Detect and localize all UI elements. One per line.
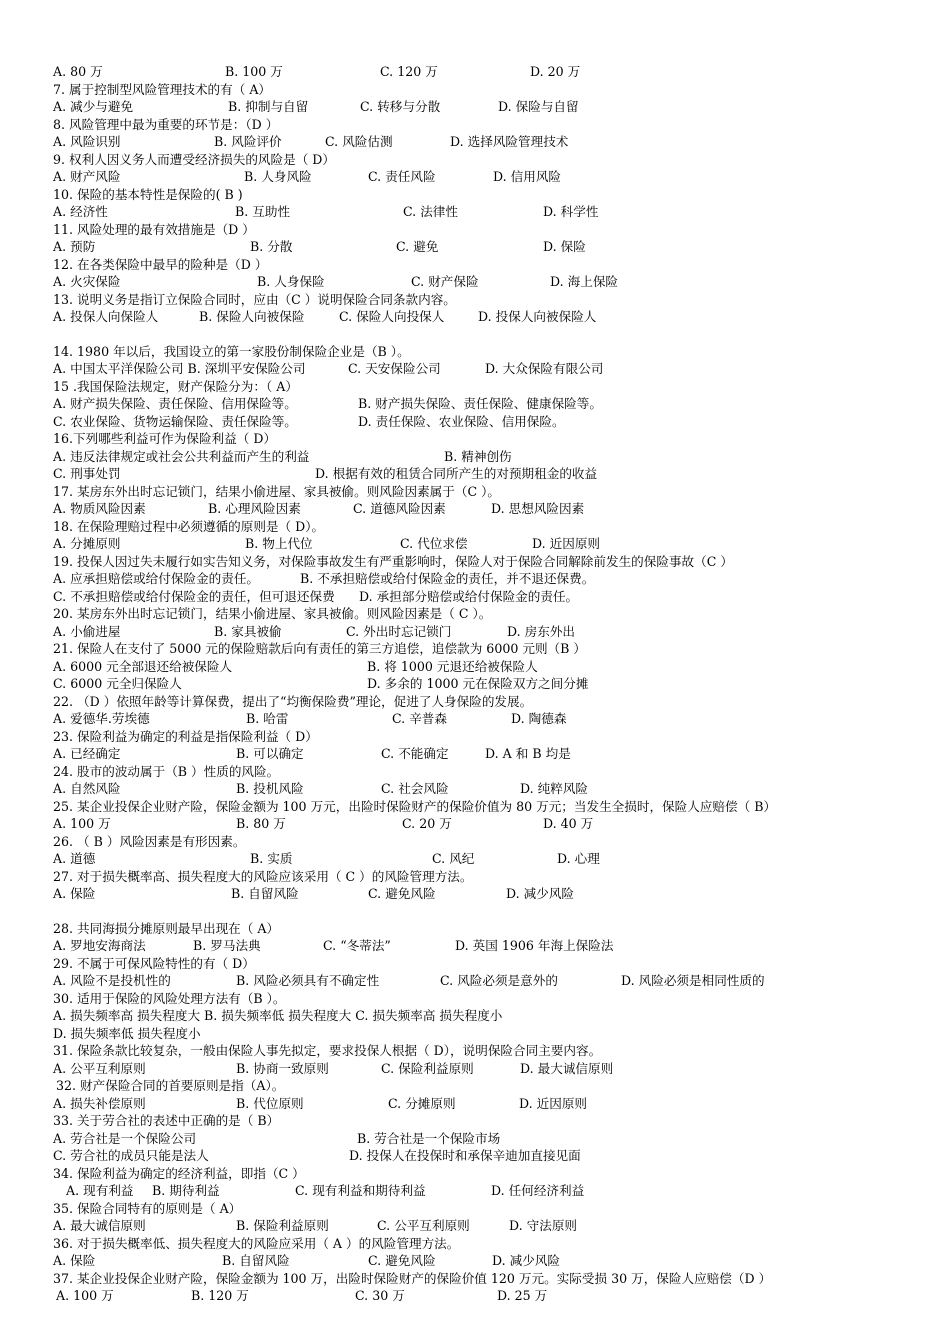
option-text: D. 最大诚信原则 [520, 1060, 614, 1076]
option-text: D. 减少风险 [506, 886, 575, 901]
text-line [0, 413, 950, 431]
line-text: A. 现有利益 [66, 1183, 134, 1198]
option-text: C. 保险人向投保人 [339, 309, 445, 324]
option-text: B. 风险必须具有不确定性 [236, 973, 380, 988]
option-text: B. 实质 [250, 851, 293, 866]
option-text: D. 投保人在投保时和承保辛迪加直接见面 [349, 1148, 581, 1163]
blank-line [0, 903, 950, 920]
option-text: C. 转移与分散 [360, 99, 441, 114]
line-text: A. 100 万 [56, 1288, 114, 1303]
text-line [0, 1147, 950, 1165]
option-text: C. 法律性 [403, 204, 458, 219]
text-line [0, 675, 950, 693]
text-line [0, 1182, 950, 1200]
line-text: 36. 对于损失概率低、损失程度大的风险应采用（ A ）的风险管理方法。 [53, 1235, 460, 1251]
text-line [0, 745, 950, 763]
option-text: D. 保险 [543, 239, 586, 254]
text-line [0, 623, 950, 641]
line-text: C. 劳合社的成员只能是法人 [53, 1148, 209, 1163]
line-text: C. 不承担赔偿或给付保险金的责任，但可退还保费 [53, 588, 335, 604]
option-text: B. 期待利益 [152, 1183, 220, 1198]
option-text: C. 代位求偿 [400, 536, 468, 551]
text-line [0, 535, 950, 553]
option-text: B. 100 万 [225, 64, 283, 79]
text-line [0, 1095, 950, 1113]
line-text: 33. 关于劳合社的表述中正确的是（ B） [53, 1113, 280, 1128]
text-line [0, 1165, 950, 1183]
line-text: 14. 1980 年以后，我国设立的第一家股份制保险企业是（B ）。 [53, 343, 410, 359]
line-text: C. 刑事处罚 [53, 466, 121, 481]
option-text: D. 海上保险 [550, 274, 619, 289]
option-text: C. 避免风险 [368, 1253, 436, 1268]
text-line [0, 256, 950, 274]
option-text: B. 保险利益原则 [236, 1218, 329, 1233]
option-text: D. 选择风险管理技术 [450, 134, 569, 149]
option-text: B. 财产损失保险、责任保险、健康保险等。 [358, 396, 602, 411]
line-text: A. 风险识别 [53, 134, 121, 149]
option-text: C. 120 万 [380, 64, 438, 79]
option-text: D. 陶德森 [511, 711, 567, 726]
line-text: A. 保险 [53, 886, 96, 901]
line-text: A. 劳合社是一个保险公司 [53, 1130, 197, 1146]
text-line [0, 1042, 950, 1060]
text-line [0, 710, 950, 728]
text-line [0, 273, 950, 291]
option-text: C. 财产保险 [411, 274, 479, 289]
line-text: 23. 保险利益为确定的利益是指保险利益（ D） [53, 728, 318, 744]
option-text: B. 罗马法典 [193, 938, 261, 953]
text-line [0, 850, 950, 868]
option-text: C. 20 万 [402, 816, 452, 831]
option-text: D. 近因原则 [532, 536, 601, 551]
line-text: 28. 共同海损分摊原则最早出现在（ A） [53, 920, 280, 936]
text-line [0, 186, 950, 204]
line-text: 18. 在保险理赔过程中必须遵循的原则是（ D）。 [53, 518, 325, 534]
text-line [0, 360, 950, 378]
option-text: B. 协商一致原则 [236, 1060, 329, 1076]
text-line [0, 553, 950, 571]
option-text: C. 避免风险 [368, 886, 436, 901]
option-text: B. 投机风险 [236, 781, 304, 796]
line-text: 25. 某企业投保企业财产险，保险金额为 100 万元，出险时保险财产的保险价值为 80 万元；当发生全损时，保险人应赔偿（ B） [53, 798, 777, 814]
text-line [0, 1007, 950, 1025]
text-line [0, 588, 950, 606]
text-line [0, 518, 950, 536]
text-line [0, 430, 950, 448]
option-text: C. 道德风险因素 [353, 501, 446, 516]
option-text: C. 风险必须是意外的 [440, 973, 558, 988]
option-text: D. 减少风险 [492, 1253, 561, 1268]
option-text: B. 抑制与自留 [228, 99, 309, 114]
text-line [0, 483, 950, 501]
line-text: 11. 风险处理的最有效措施是（D ） [53, 221, 255, 237]
option-text: B. 保险人向被保险 [199, 309, 305, 324]
option-text: C. 不能确定 [381, 746, 449, 761]
option-text: B. 物上代位 [245, 536, 313, 551]
option-text: D. 信用风险 [493, 169, 562, 184]
text-line [0, 815, 950, 833]
option-text: B. 代位原则 [236, 1095, 304, 1111]
option-text: C. 风险估测 [325, 134, 393, 149]
option-text: D. 纯粹风险 [520, 781, 589, 796]
text-line [0, 63, 950, 81]
document-page [0, 63, 950, 1305]
text-line [0, 116, 950, 134]
line-text: 35. 保险合同特有的原则是（ A） [53, 1200, 242, 1216]
line-text: A. 风险不是投机性的 [53, 973, 171, 988]
text-line [0, 168, 950, 186]
option-text: B. 将 1000 元退还给被保险人 [367, 658, 538, 674]
line-text: A. 小偷进屋 [53, 623, 121, 639]
text-line [0, 972, 950, 990]
line-text: 8. 风险管理中最为重要的环节是：（D ） [53, 116, 279, 132]
line-text: 27. 对于损失概率高、损失程度大的风险应该采用（ C ）的风险管理方法。 [53, 868, 473, 884]
text-line [0, 868, 950, 886]
option-text: C. 现有利益和期待利益 [295, 1183, 426, 1198]
text-line [0, 1287, 950, 1305]
option-text: D. 承担部分赔偿或给付保险金的责任。 [359, 588, 579, 604]
text-line [0, 308, 950, 326]
line-text: 12. 在各类保险中最早的险种是（D ） [53, 256, 268, 272]
option-text: D. 40 万 [543, 816, 594, 831]
option-text: B. 可以确定 [236, 746, 304, 761]
line-text: 21. 保险人在支付了 5000 元的保险赔款后向有责任的第三方追偿，追偿款为 6000 元则（B ） [53, 641, 586, 656]
option-text: D. 20 万 [530, 64, 581, 79]
option-text: D. 25 万 [497, 1288, 548, 1303]
option-text: B. 自留风险 [222, 1253, 290, 1268]
line-text: D. 损失频率低 损失程度小 [53, 1025, 201, 1041]
option-text: C. “冬蒂法” [323, 938, 391, 953]
option-text: D. 思想风险因素 [491, 501, 585, 516]
text-line [0, 448, 950, 466]
text-line [0, 238, 950, 256]
line-text: A. 80 万 [53, 64, 103, 79]
line-text: 22. （D ）依照年龄等计算保费，提出了“均衡保险费”理论，促进了人身保险的发展。 [53, 693, 533, 709]
option-text: C. 保险利益原则 [381, 1060, 474, 1076]
line-text: A. 预防 [53, 239, 96, 254]
line-text: A. 财产损失保险、责任保险、信用保险等。 [53, 396, 297, 411]
line-text: A. 罗地安海商法 [53, 938, 146, 953]
line-text: 13. 说明义务是指订立保险合同时，应由（C ）说明保险合同条款内容。 [53, 291, 456, 307]
text-line [0, 395, 950, 413]
text-line [0, 1112, 950, 1130]
option-text: D. 保险与自留 [498, 99, 579, 114]
option-text: C. 风纪 [432, 851, 475, 866]
line-text: 16.下列哪些利益可作为保险利益（ D） [53, 431, 277, 446]
text-line [0, 1217, 950, 1235]
option-text: B. 分散 [250, 239, 293, 254]
line-text: A. 违反法律规定或社会公共利益而产生的利益 [53, 448, 310, 464]
text-line [0, 343, 950, 361]
text-line [0, 1200, 950, 1218]
option-text: B. 人身保险 [257, 274, 325, 289]
text-line [0, 990, 950, 1008]
option-text: C. 公平互利原则 [377, 1218, 470, 1233]
option-text: B. 自留风险 [231, 886, 299, 901]
option-text: B. 劳合社是一个保险市场 [357, 1130, 501, 1146]
text-line [0, 291, 950, 309]
line-text: 17. 某房东外出时忘记锁门，结果小偷进屋、家具被偷。则风险因素属于（C ）。 [53, 483, 500, 499]
line-text: A. 公平互利原则 [53, 1060, 146, 1076]
option-text: D. 心理 [557, 851, 600, 866]
text-line [0, 221, 950, 239]
text-line [0, 640, 950, 658]
text-line [0, 1077, 950, 1095]
option-text: C. 责任风险 [368, 169, 436, 184]
text-line [0, 798, 950, 816]
text-line [0, 693, 950, 711]
text-line [0, 885, 950, 903]
line-text: 34. 保险利益为确定的经济利益，即指（C ） [53, 1165, 305, 1181]
option-text: B. 不承担赔偿或给付保险金的责任，并不退还保费。 [300, 571, 595, 586]
option-text: D. 多余的 1000 元在保险双方之间分摊 [367, 676, 589, 691]
option-text: D. 大众保险有限公司 [485, 361, 604, 376]
option-text: B. 心理风险因素 [208, 501, 301, 516]
line-text: A. 应承担赔偿或给付保险金的责任。 [53, 571, 260, 586]
line-text: 9. 权利人因义务人而遭受经济损失的风险是（ D） [53, 151, 335, 167]
line-text: A. 损失补偿原则 [53, 1095, 146, 1111]
text-line [0, 570, 950, 588]
line-text: A. 财产风险 [53, 169, 121, 184]
line-text: A. 6000 元全部退还给被保险人 [53, 658, 233, 674]
option-text: D. 英国 1906 年海上保险法 [455, 938, 614, 953]
line-text: A. 分摊原则 [53, 536, 121, 551]
option-text: D. A 和 B 均是 [485, 746, 571, 761]
text-line [0, 81, 950, 99]
option-text: D. 科学性 [543, 204, 599, 219]
text-line [0, 920, 950, 938]
text-line [0, 1235, 950, 1253]
text-line [0, 133, 950, 151]
text-line [0, 763, 950, 781]
line-text: A. 道德 [53, 851, 96, 866]
option-text: D. 近因原则 [519, 1095, 588, 1111]
line-text: A. 已经确定 [53, 746, 121, 761]
line-text: 24. 股市的波动属于（B ）性质的风险。 [53, 763, 280, 779]
line-text: 19. 投保人因过失未履行如实告知义务，对保险事故发生有严重影响时，保险人对于保险合同解除前发生的保险事故（C ） [53, 553, 733, 569]
line-text: 30. 适用于保险的风险处理方法有（B ）。 [53, 990, 286, 1006]
line-text: A. 火灾保险 [53, 274, 121, 289]
line-text: 31. 保险条款比较复杂，一般由保险人事先拟定，要求投保人根据（ D），说明保险合同主要内容。 [53, 1043, 602, 1058]
text-line [0, 500, 950, 518]
line-text: A. 最大诚信原则 [53, 1218, 146, 1233]
text-line [0, 98, 950, 116]
line-text: 7. 属于控制型风险管理技术的有（ A） [53, 81, 272, 97]
text-line [0, 465, 950, 483]
line-text: C. 农业保险、货物运输保险、责任保险等。 [53, 413, 297, 429]
line-text: C. 6000 元全归保险人 [53, 676, 182, 691]
option-text: D. 投保人向被保险人 [478, 309, 597, 324]
option-text: C. 分摊原则 [388, 1095, 456, 1111]
line-text: A. 物质风险因素 [53, 501, 146, 516]
option-text: B. 风险评价 [214, 134, 282, 149]
line-text: A. 100 万 [53, 816, 111, 831]
text-line [0, 378, 950, 396]
option-text: D. 根据有效的租赁合同所产生的对预期租金的收益 [315, 466, 598, 481]
text-line [0, 1025, 950, 1043]
option-text: D. 任何经济利益 [491, 1183, 585, 1198]
line-text: A. 爱德华.劳埃德 [53, 711, 150, 726]
text-line [0, 605, 950, 623]
option-text: C. 避免 [396, 239, 439, 254]
option-text: B. 人身风险 [244, 169, 312, 184]
option-text: D. 房东外出 [507, 623, 576, 639]
line-text: 15 .我国保险法规定，财产保险分为：（ A） [53, 378, 298, 394]
line-text: 29. 不属于可保风险特性的有（ D） [53, 955, 255, 971]
option-text: B. 家具被偷 [214, 623, 282, 639]
line-text: A. 损失频率高 损失程度大 B. 损失频率低 损失程度大 C. 损失频率高 损失程度小 [53, 1008, 503, 1023]
line-text: 37. 某企业投保企业财产险，保险金额为 100 万，出险时保险财产的保险价值 120 万元。实际受损 30 万，保险人应赔偿（D ） [53, 1270, 772, 1286]
line-text: A. 自然风险 [53, 781, 121, 796]
option-text: C. 社会风险 [381, 781, 449, 796]
option-text: C. 辛普森 [392, 711, 447, 726]
option-text: B. 互助性 [235, 204, 291, 219]
text-line [0, 728, 950, 746]
line-text: A. 经济性 [53, 204, 108, 219]
text-line [0, 1270, 950, 1288]
option-text: B. 精神创伤 [444, 448, 512, 464]
text-line [0, 937, 950, 955]
blank-line [0, 326, 950, 343]
option-text: B. 120 万 [191, 1288, 249, 1303]
line-text: A. 中国太平洋保险公司 B. 深圳平安保险公司 [53, 361, 306, 376]
text-line [0, 151, 950, 169]
text-line [0, 955, 950, 973]
line-text: 26. （ B ）风险因素是有形因素。 [53, 833, 246, 849]
text-line [0, 833, 950, 851]
text-line [0, 1060, 950, 1078]
text-line [0, 1252, 950, 1270]
text-line [0, 1130, 950, 1148]
option-text: C. 天安保险公司 [348, 361, 441, 376]
option-text: C. 30 万 [355, 1288, 405, 1303]
line-text: 10. 保险的基本特性是保险的( B ) [53, 186, 243, 202]
text-line [0, 780, 950, 798]
line-text: A. 投保人向保险人 [53, 309, 159, 324]
option-text: C. 外出时忘记锁门 [346, 623, 452, 639]
option-text: B. 哈雷 [246, 711, 289, 726]
line-text: A. 保险 [53, 1253, 96, 1268]
line-text: 20. 某房东外出时忘记锁门，结果小偷进屋、家具被偷。则风险因素是（ C ）。 [53, 606, 492, 621]
line-text: 32. 财产保险合同的首要原则是指（A）。 [56, 1078, 285, 1093]
option-text: D. 责任保险、农业保险、信用保险。 [358, 413, 565, 429]
text-line [0, 658, 950, 676]
option-text: B. 80 万 [236, 816, 286, 831]
option-text: D. 风险必须是相同性质的 [621, 973, 765, 988]
text-line [0, 203, 950, 221]
option-text: D. 守法原则 [509, 1218, 578, 1233]
line-text: A. 减少与避免 [53, 99, 134, 114]
